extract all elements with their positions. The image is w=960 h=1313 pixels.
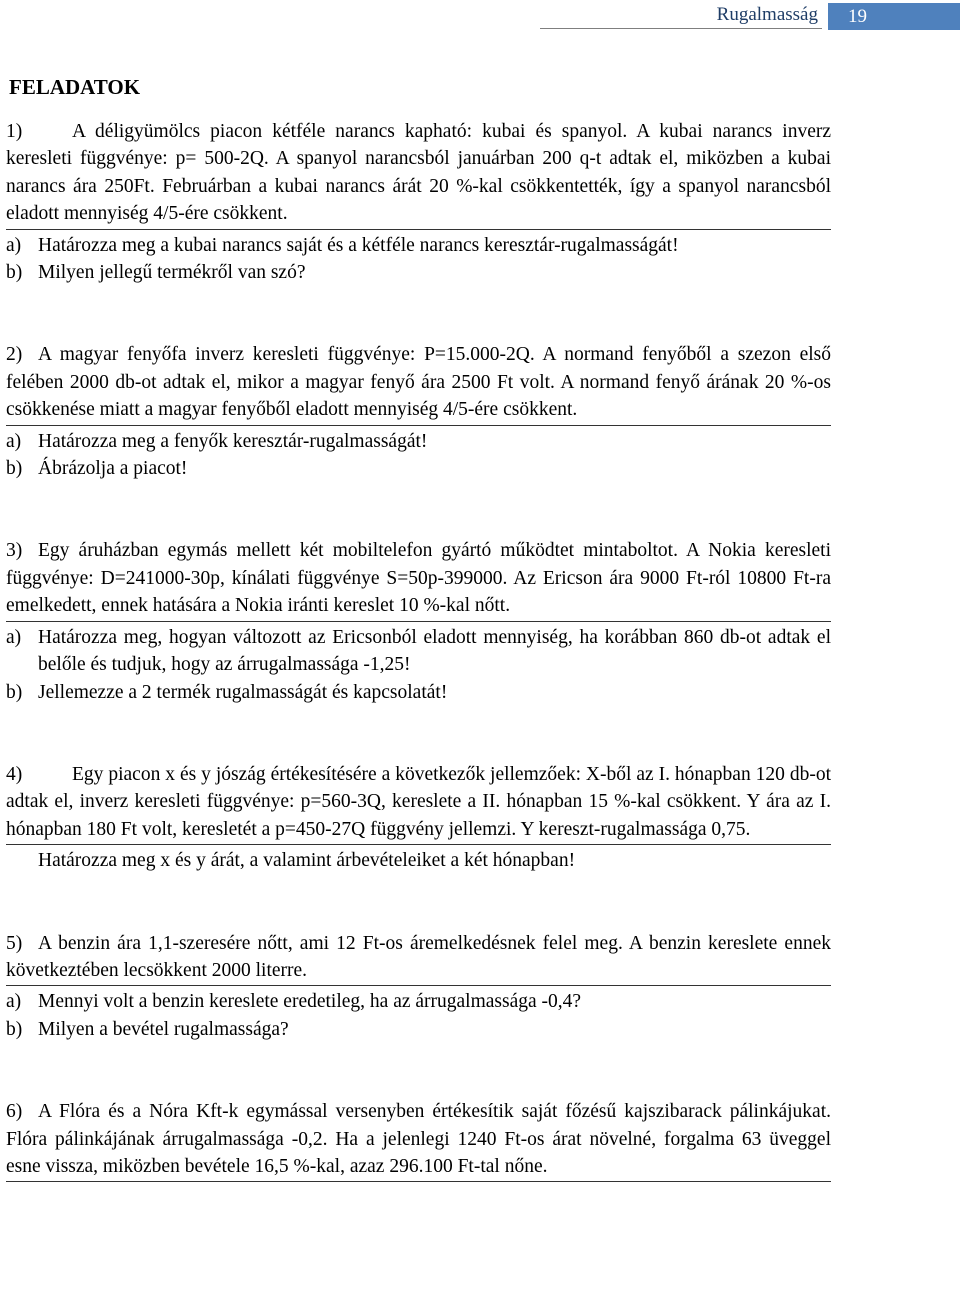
page-content xyxy=(6,72,831,1184)
task-text: A magyar fenyőfa inverz keresleti függvénye: P=15.000-2Q. A normand fenyőből a szezon első felében 2000 db-ot adtak el, mikor a magyar fenyő ára 2500 Ft volt. A normand fenyő árának 20 %-os csökkenése miatt a magyar fenyőből eladott mennyiség 4/5-ére csökkent. xyxy=(6,344,831,421)
question-item xyxy=(6,679,831,706)
spacer xyxy=(6,706,831,761)
question-label: b) xyxy=(6,681,23,703)
section-title: FELADATOK xyxy=(9,75,141,99)
spacer xyxy=(6,875,831,930)
question-label: b) xyxy=(6,458,23,480)
question-text: Határozza meg, hogyan változott az Ericsonból eladott mennyiség, ha korábban 860 db-ot adtak el belőle és tudjuk, hogy az árrugalmassága -1,25! xyxy=(38,626,831,676)
task-number: 5) xyxy=(6,932,23,954)
question-text: Jellemezze a 2 termék rugalmasságát és kapcsolatát! xyxy=(38,681,448,703)
page-number-badge: 19 xyxy=(828,3,960,30)
task-text: A déligyümölcs piacon kétféle narancs kapható: kubai és spanyol. A kubai narancs inverz keresleti függvénye: p= 500-2Q. A spanyol narancsból januárban 200 q-t adtak el, miközben a kubai narancs ára 250Ft. Februárban a kubai narancs árát 20 %-kal csökkentették, így a spanyol narancsból eladott mennyiség 4/5-ére csökkent. xyxy=(6,121,831,225)
question-item xyxy=(6,428,831,455)
task-6 xyxy=(6,1098,831,1182)
task-instruction: Határozza meg x és y árát, a valamint árbevételeiket a két hónapban! xyxy=(38,850,576,872)
question-item xyxy=(6,624,831,679)
task-statement xyxy=(6,118,831,230)
task-5 xyxy=(6,930,831,1044)
task-number: 4) xyxy=(6,763,23,785)
question-item xyxy=(6,1016,831,1043)
page-header xyxy=(0,0,960,32)
task-number: 6) xyxy=(6,1101,23,1123)
question-text: Határozza meg a kubai narancs saját és a kétféle narancs keresztár-rugalmasságát! xyxy=(38,234,679,256)
question-item xyxy=(6,232,831,259)
question-text: Milyen jellegű termékről van szó? xyxy=(38,262,306,284)
question-label: a) xyxy=(6,626,22,648)
header-rule xyxy=(540,28,822,29)
task-text: Egy piacon x és y jószág értékesítésére a következők jellemzőek: X-ből az I. hónapban 120 db-ot adtak el, inverz keresleti függvénye: p=560-3Q, kereslete a II. hónapban 15 %-kal csökkent. Y ára az I. hónapban 180 Ft volt, keresletét a p=450-27Q függvény jellemzi. Y kereszt-rugalmassága 0,75. xyxy=(6,763,831,840)
task-text: A benzin ára 1,1-szeresére nőtt, ami 12 Ft-os áremelkedésnek felel meg. A benzin kereslete ennek következtében lecsökkent 2000 literre. xyxy=(6,932,831,981)
task-statement xyxy=(6,537,831,621)
question-label: a) xyxy=(6,991,22,1013)
question-item xyxy=(6,455,831,482)
task-statement xyxy=(6,341,831,425)
task-4 xyxy=(6,761,831,875)
question-label: a) xyxy=(6,234,22,256)
spacer xyxy=(6,482,831,537)
task-text: Egy áruházban egymás mellett két mobiltelefon gyártó működtet mintaboltot. A Nokia keresleti függvénye: D=241000-30p, kínálati függvénye S=50p-399000. Az Ericson ára 9000 Ft-ról 10800 Ft-ra emelkedett, ennek hatására a Nokia iránti kereslet 10 %-kal nőtt. xyxy=(6,540,831,617)
task-1 xyxy=(6,118,831,286)
question-text: Mennyi volt a benzin kereslete eredetileg, ha az árrugalmassága -0,4? xyxy=(38,991,582,1013)
task-number: 3) xyxy=(6,540,23,562)
task-statement xyxy=(6,1098,831,1182)
task-2 xyxy=(6,341,831,482)
task-statement xyxy=(6,761,831,845)
question-item xyxy=(6,259,831,286)
question-label: a) xyxy=(6,430,22,452)
task-statement xyxy=(6,930,831,987)
question-text: Milyen a bevétel rugalmassága? xyxy=(38,1018,289,1040)
task-3 xyxy=(6,537,831,705)
question-item xyxy=(6,988,831,1015)
running-title: Rugalmasság xyxy=(716,4,818,25)
task-text: A Flóra és a Nóra Kft-k egymással versenyben értékesítik saját főzésű kajszibarack pálinkájukat. Flóra pálinkájának árrugalmassága -0,2. Ha a jelenlegi 1240 Ft-os árat növelné, forgalma 63 üveggel esne vissza, miközben bevétele 16,5 %-kal, azaz 296.100 Ft-tal nőne. xyxy=(6,1101,831,1177)
question-label: b) xyxy=(6,262,23,284)
spacer xyxy=(6,1043,831,1098)
question-text: Ábrázolja a piacot! xyxy=(38,458,188,480)
task-number: 2) xyxy=(6,344,23,366)
task-number: 1) xyxy=(6,121,23,142)
question-label: b) xyxy=(6,1018,23,1040)
question-text: Határozza meg a fenyők keresztár-rugalmasságát! xyxy=(38,430,428,452)
spacer xyxy=(6,286,831,341)
